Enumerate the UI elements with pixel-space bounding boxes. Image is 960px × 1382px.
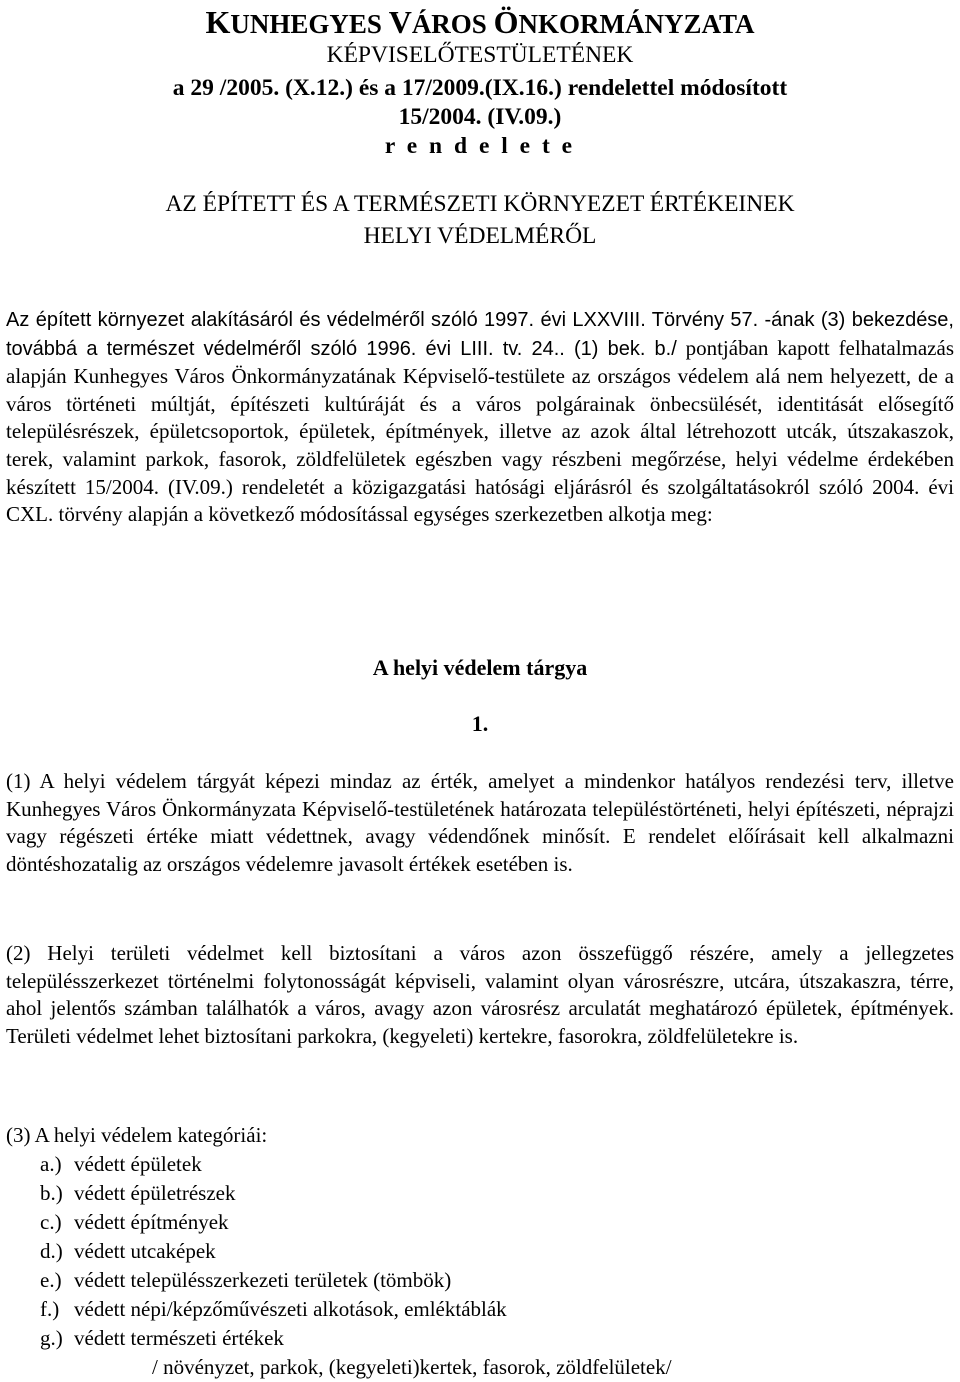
list-item-text: védett településszerkezeti területek (tömbök) [74,1268,452,1292]
regulation-number: 15/2004. (IV.09.) [398,104,562,130]
list-item [6,1324,672,1353]
list-item-letter: d.) [40,1239,63,1263]
title-initial-o: Ö [493,4,519,40]
regulation-label: r e n d e l e t e [384,133,576,159]
category-heading: (3) A helyi védelem kategóriái: [6,1123,268,1147]
list-item-text: védett természeti értékek [74,1326,284,1350]
list-item-letter: b.) [40,1181,63,1205]
title-part-2: ÁROS [411,9,494,39]
list-item [6,1266,672,1295]
section-number: 1. [471,711,489,736]
section-title: A helyi védelem tárgya [372,655,588,680]
title-initial-v: V [388,4,412,40]
preamble-paragraph [6,306,954,529]
list-item [6,1208,672,1237]
title-initial-k: K [205,4,231,40]
preamble-authorization: pontjában kapott felhatalmazás alapján Kunhegyes Város Önkormányzatának Képviselő-testülete az országos védelem alá nem helyezett, de a város történeti múltját, építészeti kultúráját és a város polgárainak önbecsülését, identitását elősegítő településrészek, épületcsoportok, épületek, építmények, illetve az azok által létrehozott utcák, útszakaszok, terek, valamint parkok, fasorok, zöldfelületek egészben vagy részbeni megőrzése, helyi védelme érdekében készített 15/2004. (IV.09.) rendeletét a közigazgatási hatósági eljárásról és szolgáltatásokról szóló 2004. évi CXL. törvény alapján a következő módosítással egységes szerkezetben alkotja meg: [6,335,954,527]
list-item [6,1150,672,1179]
subject-line-2: HELYI VÉDELMÉRŐL [363,223,597,249]
list-item-text: védett épületek [74,1152,202,1176]
municipality-title [0,6,960,40]
list-item-letter: e.) [40,1268,62,1292]
list-item [6,1295,672,1324]
list-item-text: védett utcaképek [74,1239,216,1263]
list-item-text: védett népi/képzőművészeti alkotások, emléktáblák [74,1297,507,1321]
category-list [6,1121,672,1382]
list-item [6,1237,672,1266]
subject-line-1: AZ ÉPÍTETT ÉS A TERMÉSZETI KÖRNYEZET ÉRTÉKEINEK [165,191,795,217]
list-item-letter: g.) [40,1326,63,1350]
title-part-1: UNHEGYES [230,9,389,39]
category-subnote: / növényzet, parkok, (kegyeleti)kertek, fasorok, zöldfelületek/ [152,1355,672,1379]
council-title: KÉPVISELŐTESTÜLETÉNEK [326,42,634,68]
paragraph-1: (1) A helyi védelem tárgyát képezi mindaz az érték, amelyet a mindenkor hatályos rendezési terv, illetve Kunhegyes Város Önkormányzata Képviselő-testületének határozata településtörténeti, helyi építészeti, néprajzi vagy régészeti értéke miatt védettnek, avagy védendőnek minősít. E rendelet előírásait kell alkalmazni döntéshozatalig az országos védelemre javasolt értékek esetében is. [6,769,954,876]
list-item-text: védett épületrészek [74,1181,236,1205]
preamble-legal-basis: Az épített környezet alakításáról és védelméről szóló 1997. évi LXXVIII. Törvény 57. -ának (3) bekezdése, továbbá a természet védelméről szóló 1996. évi LIII. tv. 24.. (1) bek. b./ [6,309,954,360]
title-part-3: NKORMÁNYZATA [518,9,755,39]
amendment-line: a 29 /2005. (X.12.) és a 17/2009.(IX.16.) rendelettel módosított [172,75,788,101]
list-item [6,1179,672,1208]
list-item-letter: f.) [40,1297,60,1321]
list-item-letter: c.) [40,1210,62,1234]
paragraph-2: (2) Helyi területi védelmet kell biztosítani a város azon összefüggő részére, amely a jellegzetes településszerkezet történelmi folytonosságát képviseli, valamint olyan városrészre, utcára, útszakaszra, térre, ahol jelentős számban találhatók a város, avagy azon városrész arculatát meghatározó épületek, építmények. Területi védelmet lehet biztosítani parkokra, (kegyeleti) kertekre, fasorokra, zöldfelületekre is. [6,941,954,1048]
list-item-text: védett építmények [74,1210,229,1234]
list-item-letter: a.) [40,1152,62,1176]
